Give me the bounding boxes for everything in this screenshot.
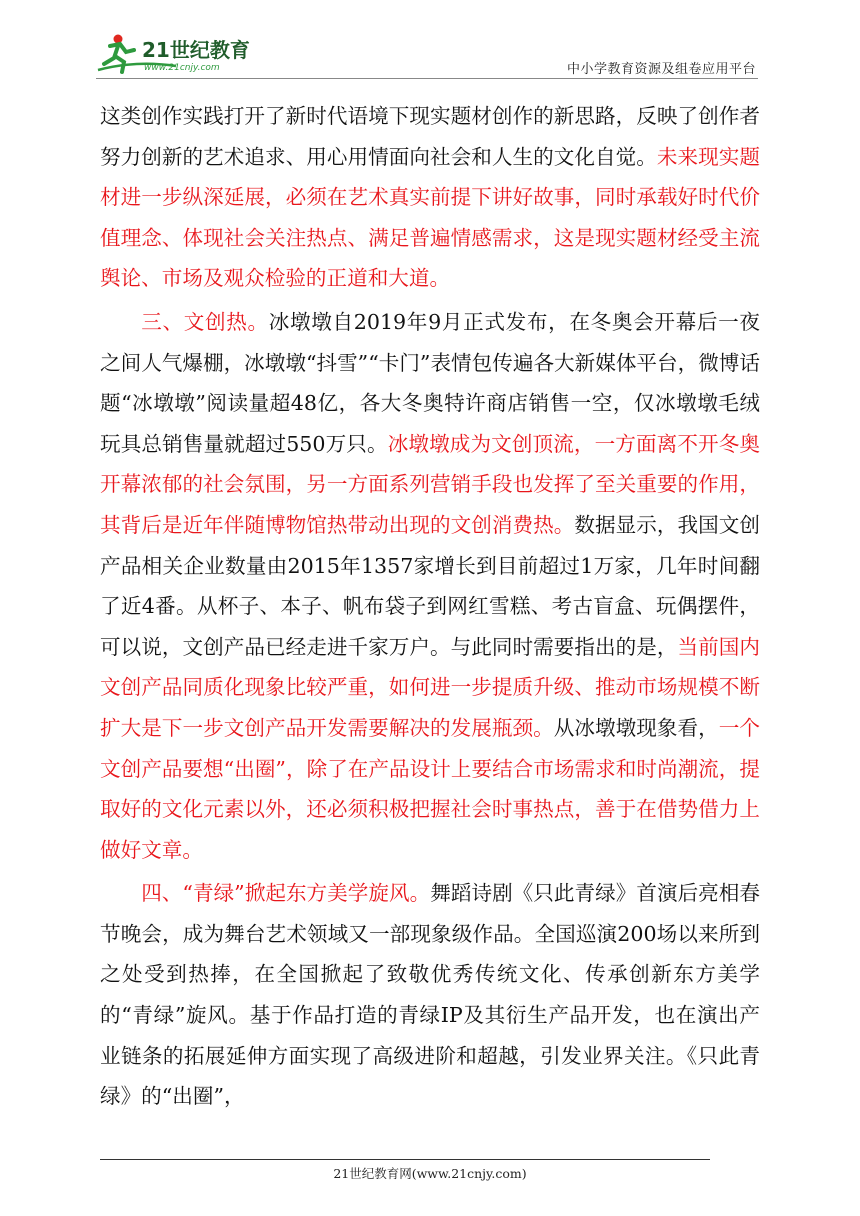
highlighted-text: 一个文创产品要想“出圈”，除了在产品设计上要结合市场需求和时尚潮流，提取好的文化元素以外，还必须积极把握社会时事热点，善于在借势借力上做好文章。 [100, 715, 761, 862]
highlighted-text: 未来现实题材进一步纵深延展，必须在艺术真实前提下讲好故事，同时承载好时代价值理念、体现社会关注热点、满足普遍情感需求，这是现实题材经受主流舆论、市场及观众检验的正道和大道。 [100, 144, 761, 291]
platform-label: 中小学教育资源及组卷应用平台 [566, 62, 756, 77]
logo-brand-text: 21世纪教育 [142, 38, 250, 62]
page-header [0, 0, 860, 82]
footer-divider [100, 1159, 710, 1160]
highlighted-text: 三、文创热。 [141, 309, 269, 334]
highlighted-text: 四、“青绿”掀起东方美学旋风。 [141, 881, 431, 906]
highlighted-text: 冰墩墩成为文创顶流，一方面离不开冬奥开幕浓郁的社会氛围，另一方面系列营销手段也发挥了至关重要的作用，其背后是近年伴随博物馆热带动出现的文创消费热。 [100, 431, 761, 537]
header-divider [96, 78, 758, 79]
site-logo[interactable] [96, 30, 266, 78]
body-text: 冰墩墩自2019年9月正式发布，在冬奥会开幕后一夜之间人气爆棚，冰墩墩“抖雪”“卡门”表情包传遍各大新媒体平台，微博话题“冰墩墩”阅读量超48亿，各大冬奥特许商店销售一空，仅冰墩墩毛绒玩具总销售量就超过550万只。 [100, 309, 760, 456]
article-body [100, 96, 760, 1117]
article-paragraph [100, 96, 760, 299]
highlighted-text: 当前国内文创产品同质化现象比较严重，如何进一步提质升级、推动市场规模不断扩大是下一步文创产品开发需要解决的发展瓶颈。 [100, 634, 761, 740]
runner-logo-icon [96, 30, 266, 78]
body-text: 数据显示，我国文创产品相关企业数量由2015年1357家增长到目前超过1万家，几年时间翻了近4番。从杯子、本子、帆布袋子到网红雪糕、考古盲盒、玩偶摆件，可以说，文创产品已经走进千家万户。与此同时需要指出的是， [100, 512, 761, 659]
body-text: 从冰墩墩现象看， [553, 715, 719, 740]
article-paragraph [100, 873, 760, 1117]
body-text: 这类创作实践打开了新时代语境下现实题材创作的新思路，反映了创作者努力创新的艺术追求、用心用情面向社会和人生的文化自觉。 [100, 104, 760, 169]
page-footer: 21世纪教育网(www.21cnjy.com) [333, 1166, 527, 1181]
logo-url-text: www.21cnjy.com [144, 63, 220, 73]
body-text: 舞蹈诗剧《只此青绿》首演后亮相春节晚会，成为舞台艺术领域又一部现象级作品。全国巡演200场以来所到之处受到热捧，在全国掀起了致敬优秀传统文化、传承创新东方美学的“青绿”旋风。基于作品打造的青绿IP及其衍生产品开发，也在演出产业链条的拓展延伸方面实现了高级进阶和超越，引发业界关注。《只此青绿》的“出圈”， [100, 881, 760, 1109]
article-paragraph [100, 302, 760, 870]
